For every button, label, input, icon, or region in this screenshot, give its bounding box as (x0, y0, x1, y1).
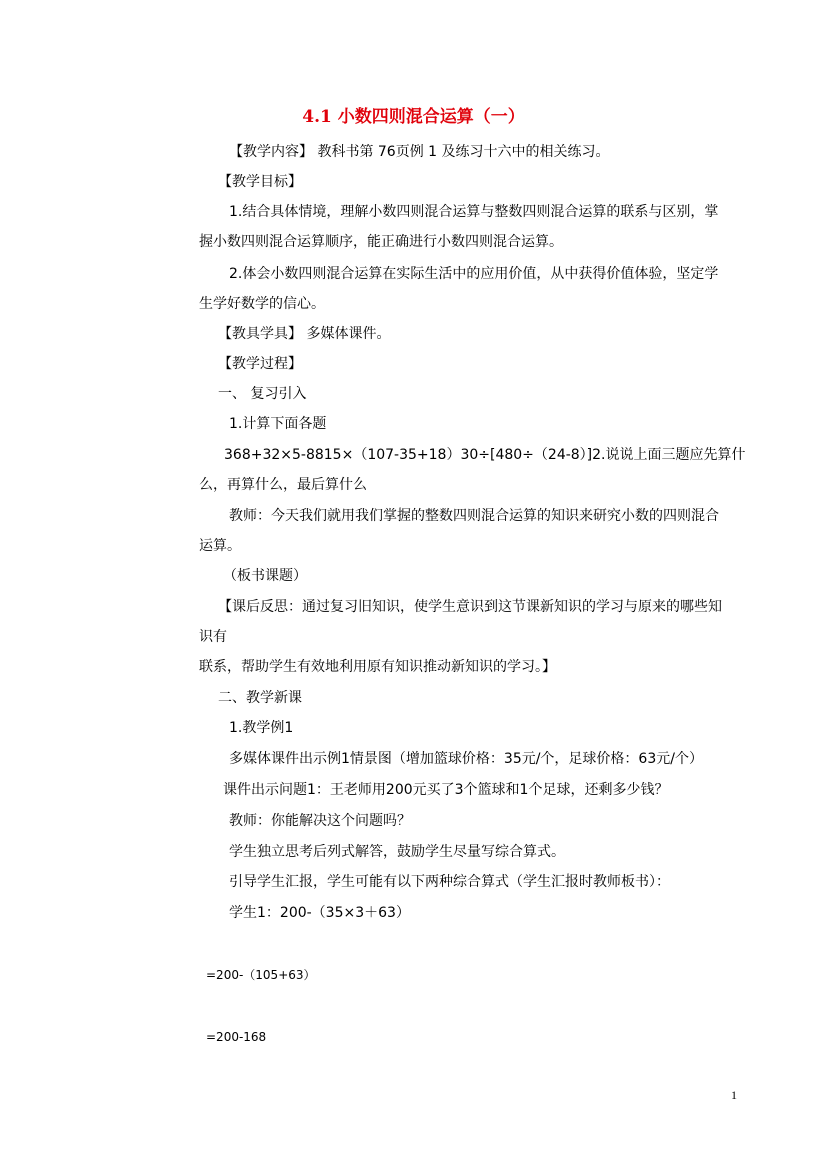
goal-2-line-1: 2.体会小数四则混合运算在实际生活中的应用价值，从中获得价值体验，坚定学 (229, 266, 719, 282)
board-title-line: （板书课题） (223, 568, 307, 584)
teaching-content-line: 【教学内容】 教科书第 76页例 1 及练习十六中的相关练习。 (229, 144, 610, 160)
calculation-step-2: =200-168 (206, 1030, 267, 1044)
teaching-goals-heading: 【教学目标】 (218, 174, 302, 190)
example-1-heading: 1.教学例1 (229, 720, 294, 736)
section-new-lesson-heading: 二、教学新课 (218, 690, 302, 706)
exercise-heading: 1.计算下面各题 (229, 416, 327, 432)
page-number: 1 (731, 1088, 737, 1102)
guide-report-line: 引导学生汇报，学生可能有以下两种综合算式（学生汇报时教师板书）： (229, 874, 670, 890)
calculation-step-1: =200-（105+63） (206, 968, 316, 982)
reflection-line-2: 识有 (199, 629, 227, 645)
teaching-process-heading: 【教学过程】 (218, 356, 302, 372)
section-review-heading: 一、 复习引入 (218, 386, 307, 402)
goal-1-line-1: 1.结合具体情境，理解小数四则混合运算与整数四则混合运算的联系与区别，掌 (229, 204, 719, 220)
goal-2-line-2: 生学好数学的信心。 (199, 296, 325, 312)
teaching-aids-line: 【教具学具】 多媒体课件。 (218, 326, 391, 342)
teacher-intro-line-2: 运算。 (199, 538, 241, 554)
document-title: 4.1 小数四则混合运算（一） (302, 107, 525, 127)
exercise-question-line: 么，再算什么，最后算什么 (199, 477, 367, 493)
reflection-line-3: 联系，帮助学生有效地利用原有知识推动新知识的学习。】 (199, 659, 556, 675)
reflection-line-1: 【课后反思：通过复习旧知识，使学生意识到这节课新知识的学习与原来的哪些知 (218, 599, 722, 615)
exercise-expressions-line: 368+32×5-8815×（107-35+18）30÷[480÷（24-8）]2.说说上面三题应先算什 (224, 447, 746, 463)
teacher-question-line: 教师：你能解决这个问题吗？ (229, 813, 411, 829)
question-1-line: 课件出示问题1：王老师用200元买了3个篮球和1个足球，还剩多少钱？ (223, 782, 669, 798)
student-solve-line: 学生独立思考后列式解答，鼓励学生尽量写综合算式。 (229, 844, 565, 860)
teacher-intro-line-1: 教师：今天我们就用我们掌握的整数四则混合运算的知识来研究小数的四则混合 (229, 508, 719, 524)
student-1-expression: 学生1：200-（35×3＋63） (229, 905, 410, 921)
example-1-scene-line: 多媒体课件出示例1情景图（增加篮球价格：35元/个，足球价格：63元/个） (229, 751, 703, 767)
goal-1-line-2: 握小数四则混合运算顺序，能正确进行小数四则混合运算。 (199, 234, 563, 250)
